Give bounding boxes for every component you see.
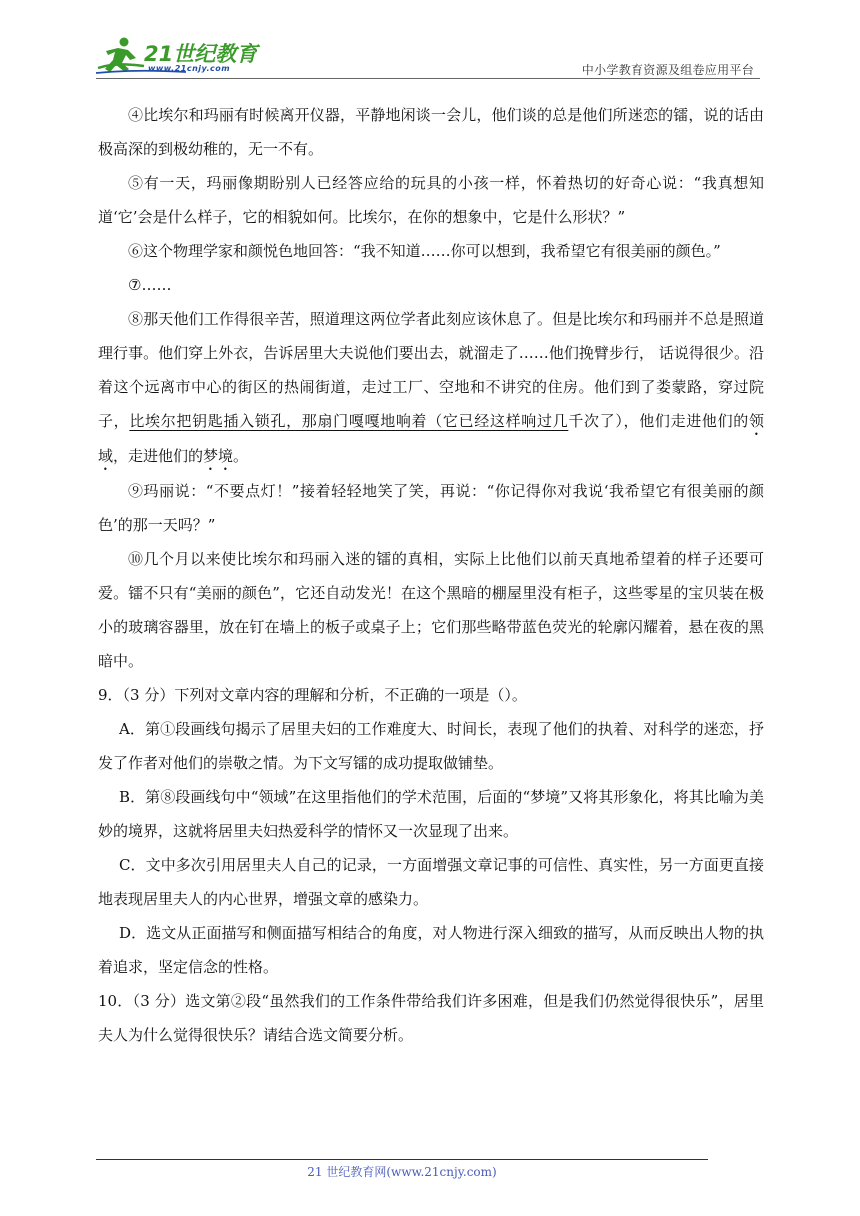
question-9-stem: 9．（3 分）下列对文章内容的理解和分析，不正确的一项是（）。 bbox=[98, 686, 527, 704]
paragraph-5: ⑤有一天，玛丽像期盼别人已经答应给的玩具的小孩一样，怀着热切的好奇心说：“我真想知道‘它’会是什么样子，它的相貌如何。比埃尔，在你的想象中，它是什么形状？” bbox=[98, 174, 764, 226]
paragraph-7: ⑦…… bbox=[128, 276, 172, 294]
paragraph-10: ⑩几个月以来使比埃尔和玛丽入迷的镭的真相，实际上比他们以前天真地希望着的样子还要可爱。镭不只有“美丽的颜色”，它还自动发光！在这个黑暗的棚屋里没有柜子，这些零星的宝贝装在极小的玻璃容器里，放在钉在墙上的板子或桌子上；它们那些略带蓝色荧光的轮廓闪耀着，悬在夜的黑暗中。 bbox=[98, 550, 764, 670]
paragraph-9: ⑨玛丽说：“不要点灯！”接着轻轻地笑了笑，再说：“你记得你对我说‘我希望它有很美丽的颜色’的那一天吗？” bbox=[98, 482, 764, 534]
paragraph-4: ④比埃尔和玛丽有时候离开仪器，平静地闲谈一会儿，他们谈的总是他们所迷恋的镭，说的话由极高深的到极幼稚的，无一不有。 bbox=[98, 106, 764, 158]
emphasis-word-domain: 领域 bbox=[98, 412, 764, 465]
emphasis-word-dreamland: 梦境 bbox=[203, 447, 234, 465]
paragraph-8-text-c: ，走进他们的 bbox=[113, 447, 204, 465]
paragraph-6: ⑥这个物理学家和颜悦色地回答：“我不知道……你可以想到，我希望它有很美丽的颜色。” bbox=[128, 242, 721, 260]
underlined-sentence: 比埃尔把钥匙插入锁孔，那扇门嘎嘎地响着（它已经这样响过几 bbox=[129, 412, 569, 430]
question-9-option-b: B．第⑧段画线句中“领域”在这里指他们的学术范围，后面的“梦境”又将其形象化，将其比喻为美妙的境界，这就将居里夫妇热爱科学的情怀又一次显现了出来。 bbox=[98, 788, 764, 840]
platform-name: 中小学教育资源及组卷应用平台 bbox=[581, 63, 754, 77]
page-footer: 21 世纪教育网(www.21cnjy.com) bbox=[307, 1165, 497, 1179]
logo-wordmark: 21世纪教育 bbox=[144, 42, 258, 66]
site-logo bbox=[96, 36, 266, 76]
page-header bbox=[96, 30, 760, 80]
page-content bbox=[98, 98, 764, 1052]
paragraph-8-text-a: ⑧那天他们工作得很辛苦，照道理这两位学者此刻应该休息了。但是比埃尔和玛丽并不总是照道理行事。他们穿上外衣，告诉居里大夫说他们要出去，就溜走了……他们挽臂步行， 话说得很少。沿着这个远离市中心的街区的热闹街道，走过工厂、空地和不讲究的住房。他们到了娄蒙路，穿过院子， bbox=[98, 310, 764, 430]
footer-divider bbox=[96, 1159, 708, 1160]
logo-url: www.21cnjy.com bbox=[148, 64, 231, 73]
paragraph-8-text-d: 。 bbox=[233, 447, 249, 465]
header-divider bbox=[96, 78, 760, 79]
question-10-stem: 10．（3 分）选文第②段“虽然我们的工作条件带给我们许多困难，但是我们仍然觉得很快乐”，居里夫人为什么觉得很快乐？请结合选文简要分析。 bbox=[98, 992, 764, 1044]
question-9-option-d: D．选文从正面描写和侧面描写相结合的角度，对人物进行深入细致的描写，从而反映出人物的执着追求，坚定信念的性格。 bbox=[98, 924, 764, 976]
paragraph-8 bbox=[98, 302, 764, 474]
question-9-option-a: A．第①段画线句揭示了居里夫妇的工作难度大、时间长，表现了他们的执着、对科学的迷恋，抒发了作者对他们的崇敬之情。为下文写镭的成功提取做铺垫。 bbox=[98, 720, 764, 772]
question-9-option-c: C．文中多次引用居里夫人自己的记录，一方面增强文章记事的可信性、真实性，另一方面更直接地表现居里夫人的内心世界，增强文章的感染力。 bbox=[98, 856, 764, 908]
paragraph-8-text-b: 千次了），他们走进他们的 bbox=[568, 412, 749, 430]
